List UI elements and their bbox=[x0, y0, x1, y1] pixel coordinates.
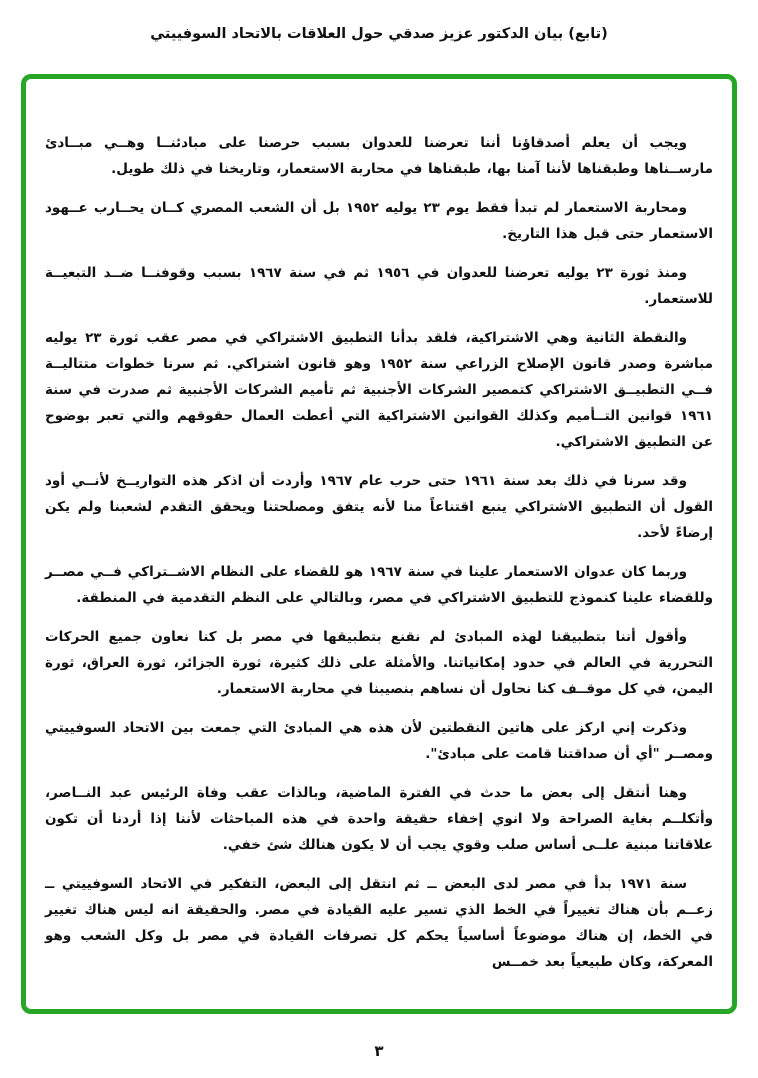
paragraph: وربما كان عدوان الاستعمار علينا في سنة ١٩٦٧ هو للقضاء على النظام الاشــتراكي فــي مصــر وللقضاء علينا كنموذج للتطبيق الاشتراكي في مصر، وبالتالي على النظم التقدمية في المنطقة. bbox=[45, 564, 713, 606]
paragraph: وأقول أننا بتطبيقنا لهذه المبادئ لم نقنع بتطبيقها في مصر بل كنا نعاون جميع الحركات التحررية في العالم في حدود إمكانياتنا. والأمثلة على ذلك كثيرة، ثورة الجزائر، ثورة العراق، ثورة اليمن، في كل موقــف كنا نحاول أن نساهم بنصيبنا في محاربة الاستعمار. bbox=[45, 629, 713, 697]
paragraph: وهنا أنتقل إلى بعض ما حدث في الفترة الماضية، وبالذات عقب وفاة الرئيس عبد النــاصر، وأتكلــم بغاية الصراحة ولا انوي إخفاء حقيقة واحدة في هذه المباحثات لأننا إذا أردنا أن تكون علاقاتنا مبنية علــى أساس صلب وقوي يجب أن لا يكون هنالك شئ خفي. bbox=[45, 785, 713, 853]
paragraph: والنقطة الثانية وهي الاشتراكية، فلقد بدأنا التطبيق الاشتراكي في مصر عقب ثورة ٢٣ يوليه مباشرة وصدر قانون الإصلاح الزراعي سنة ١٩٥٢ وهو قانون اشتراكي. ثم سرنا خطوات متتاليــة فــي التطبيــق الاشتراكي كتمصير الشركات الأجنبية ثم تأميم الشركات الأجنبية ثم صدرت في سنة ١٩٦١ قوانين التــأميم وكذلك القوانين الاشتراكية التي أعطت العمال حقوقهم والتي تعبر بوضوح عن التطبيق الاشتراكي. bbox=[45, 330, 713, 450]
paragraph: وقد سرنا في ذلك بعد سنة ١٩٦١ حتى حرب عام ١٩٦٧ وأردت أن اذكر هذه التواريــخ لأنــي أود القول أن التطبيق الاشتراكي ينبع اقتناعاً منا لأنه يتفق ومصلحتنا ويحقق التقدم لشعبنا ولم يكن إرضاءً لأحد. bbox=[45, 473, 713, 541]
paragraph: ومحاربة الاستعمار لم تبدأ فقط يوم ٢٣ يوليه ١٩٥٢ بل أن الشعب المصري كــان يحــارب عــهود الاستعمار حتى قبل هذا التاريخ. bbox=[45, 200, 713, 242]
document-frame bbox=[21, 74, 737, 1014]
paragraph: ويجب أن يعلم أصدقاؤنا أننا تعرضنا للعدوان بسبب حرصنا على مبادئنــا وهــي مبــادئ مارســناها وطبقناها لأننا آمنا بها، طبقناها في محاربة الاستعمار، وتاريخنا في ذلك طويل. bbox=[45, 135, 713, 177]
paragraph: وذكرت إني اركز على هاتين النقطتين لأن هذه هي المبادئ التي جمعت بين الاتحاد السوفييتي ومصــر "أي أن صداقتنا قامت على مبادئ". bbox=[45, 720, 713, 762]
page-number: ٣ bbox=[374, 1042, 384, 1060]
document-body bbox=[45, 130, 713, 975]
page-title: (تابع) بيان الدكتور عزيز صدقي حول العلاقات بالاتحاد السوفييتي bbox=[150, 26, 608, 42]
paragraph: ومنذ ثورة ٢٣ يوليه تعرضنا للعدوان في ١٩٥٦ ثم في سنة ١٩٦٧ بسبب وقوفنــا ضــد التبعيــة للاستعمار. bbox=[45, 265, 713, 307]
paragraph: سنة ١٩٧١ بدأ في مصر لدى البعض ــ ثم انتقل إلى البعض، التفكير في الاتحاد السوفييتي ــ زعــم بأن هناك تغييراً في الخط الذي تسير عليه القيادة في مصر. والحقيقة انه ليس هناك تغيير في الخط، إن هناك موضوعاً أساسياً يحكم كل تصرفات القيادة في مصر بل وكل الشعب وهو المعركة، وكان طبيعياً بعد خمــس bbox=[45, 876, 713, 970]
